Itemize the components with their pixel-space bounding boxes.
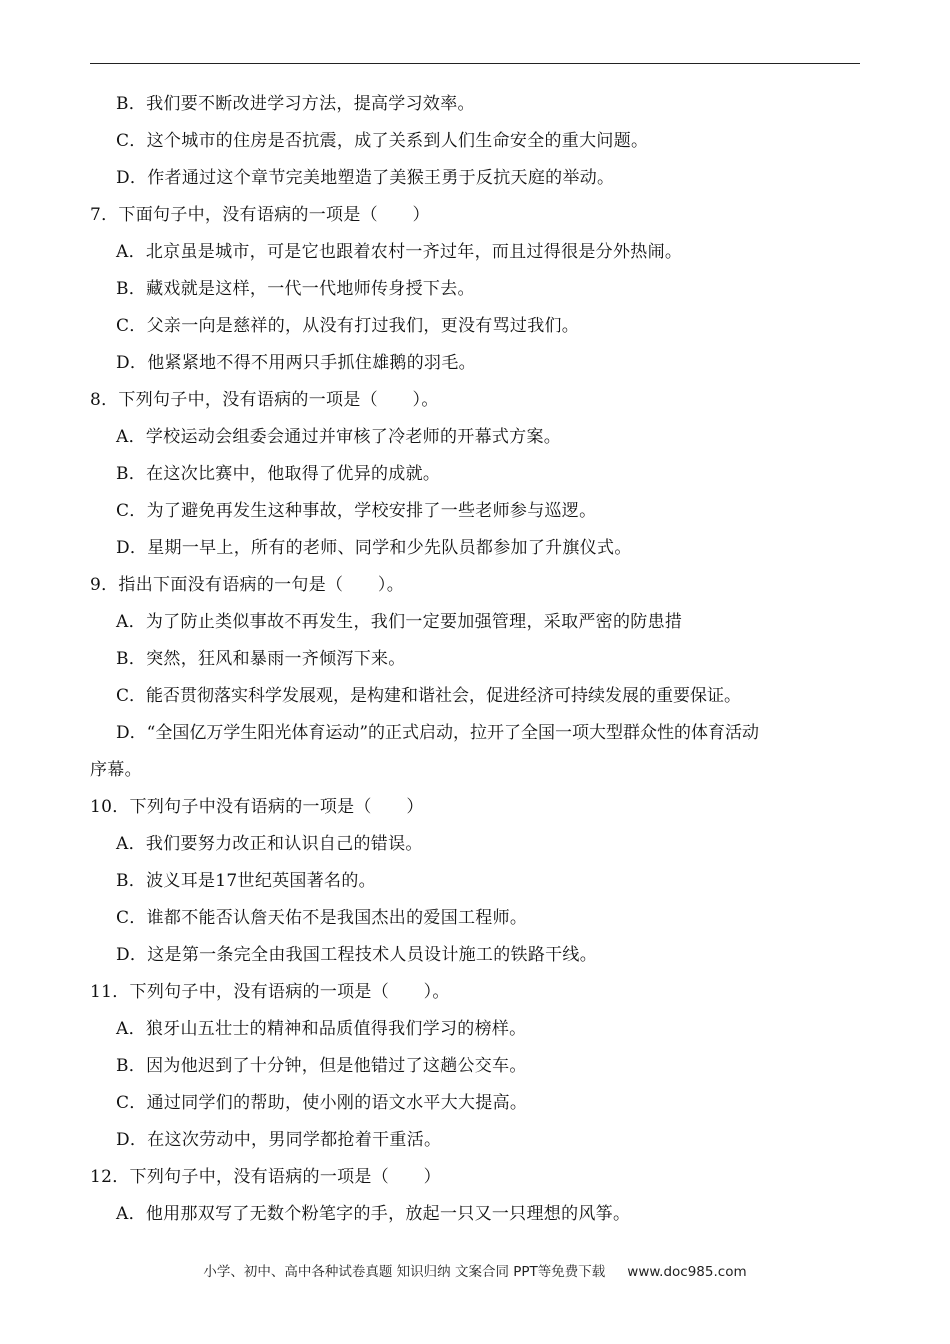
question-12: 12．下列句子中，没有语病的一项是（ ） <box>90 1167 441 1187</box>
question-11: 11．下列句子中，没有语病的一项是（ ）。 <box>90 982 450 1002</box>
option-line: B．我们要不断改进学习方法，提高学习效率。 <box>116 94 475 114</box>
option-line: A．狼牙山五壮士的精神和品质值得我们学习的榜样。 <box>116 1019 527 1039</box>
option-line: C．为了避免再发生这种事故，学校安排了一些老师参与巡逻。 <box>116 501 597 521</box>
page-footer <box>0 1260 950 1280</box>
header-rule <box>90 63 860 64</box>
option-line: A．北京虽是城市，可是它也跟着农村一齐过年，而且过得很是分外热闹。 <box>116 242 683 262</box>
option-line: B．波义耳是17世纪英国著名的。 <box>116 871 376 891</box>
question-7: 7．下面句子中，没有语病的一项是（ ） <box>90 205 430 225</box>
footer-website-link[interactable]: www.doc985.com <box>627 1264 747 1280</box>
question-10: 10．下列句子中没有语病的一项是（ ） <box>90 797 424 817</box>
option-line: A．学校运动会组委会通过并审核了冷老师的开幕式方案。 <box>116 427 562 447</box>
option-line: D．作者通过这个章节完美地塑造了美猴王勇于反抗天庭的举动。 <box>116 168 615 188</box>
option-line: D．星期一早上，所有的老师、同学和少先队员都参加了升旗仪式。 <box>116 538 632 558</box>
option-line: C．通过同学们的帮助，使小刚的语文水平大大提高。 <box>116 1093 528 1113</box>
question-9: 9．指出下面没有语病的一句是（ ）。 <box>90 575 405 595</box>
option-line: B．突然，狂风和暴雨一齐倾泻下来。 <box>116 649 406 669</box>
option-line: C．父亲一向是慈祥的，从没有打过我们，更没有骂过我们。 <box>116 316 580 336</box>
option-line: D．他紧紧地不得不用两只手抓住雄鹅的羽毛。 <box>116 353 476 373</box>
option-line: D．在这次劳动中，男同学都抢着干重活。 <box>116 1130 442 1150</box>
option-line: B．藏戏就是这样，一代一代地师传身授下去。 <box>116 279 475 299</box>
option-line: A．我们要努力改正和认识自己的错误。 <box>116 834 423 854</box>
option-continuation: 序幕。 <box>90 760 142 780</box>
option-line: A．为了防止类似事故不再发生，我们一定要加强管理，采取严密的防患措 <box>116 612 683 632</box>
option-line: B．在这次比赛中，他取得了优异的成就。 <box>116 464 441 484</box>
footer-text: 小学、初中、高中各种试卷真题 知识归纳 文案合同 PPT等免费下载 <box>203 1264 606 1280</box>
option-line: C．这个城市的住房是否抗震，成了关系到人们生命安全的重大问题。 <box>116 131 649 151</box>
option-line: C．谁都不能否认詹天佑不是我国杰出的爱国工程师。 <box>116 908 528 928</box>
question-8: 8．下列句子中，没有语病的一项是（ ）。 <box>90 390 439 410</box>
document-body <box>90 86 860 1233</box>
option-line: D．“全国亿万学生阳光体育运动”的正式启动，拉开了全国一项大型群众性的体育活动 <box>116 723 760 743</box>
option-line: D．这是第一条完全由我国工程技术人员设计施工的铁路干线。 <box>116 945 598 965</box>
option-line: A．他用那双写了无数个粉笔字的手，放起一只又一只理想的风筝。 <box>116 1204 631 1224</box>
option-line: B．因为他迟到了十分钟，但是他错过了这趟公交车。 <box>116 1056 527 1076</box>
option-line: C．能否贯彻落实科学发展观，是构建和谐社会，促进经济可持续发展的重要保证。 <box>116 686 742 706</box>
